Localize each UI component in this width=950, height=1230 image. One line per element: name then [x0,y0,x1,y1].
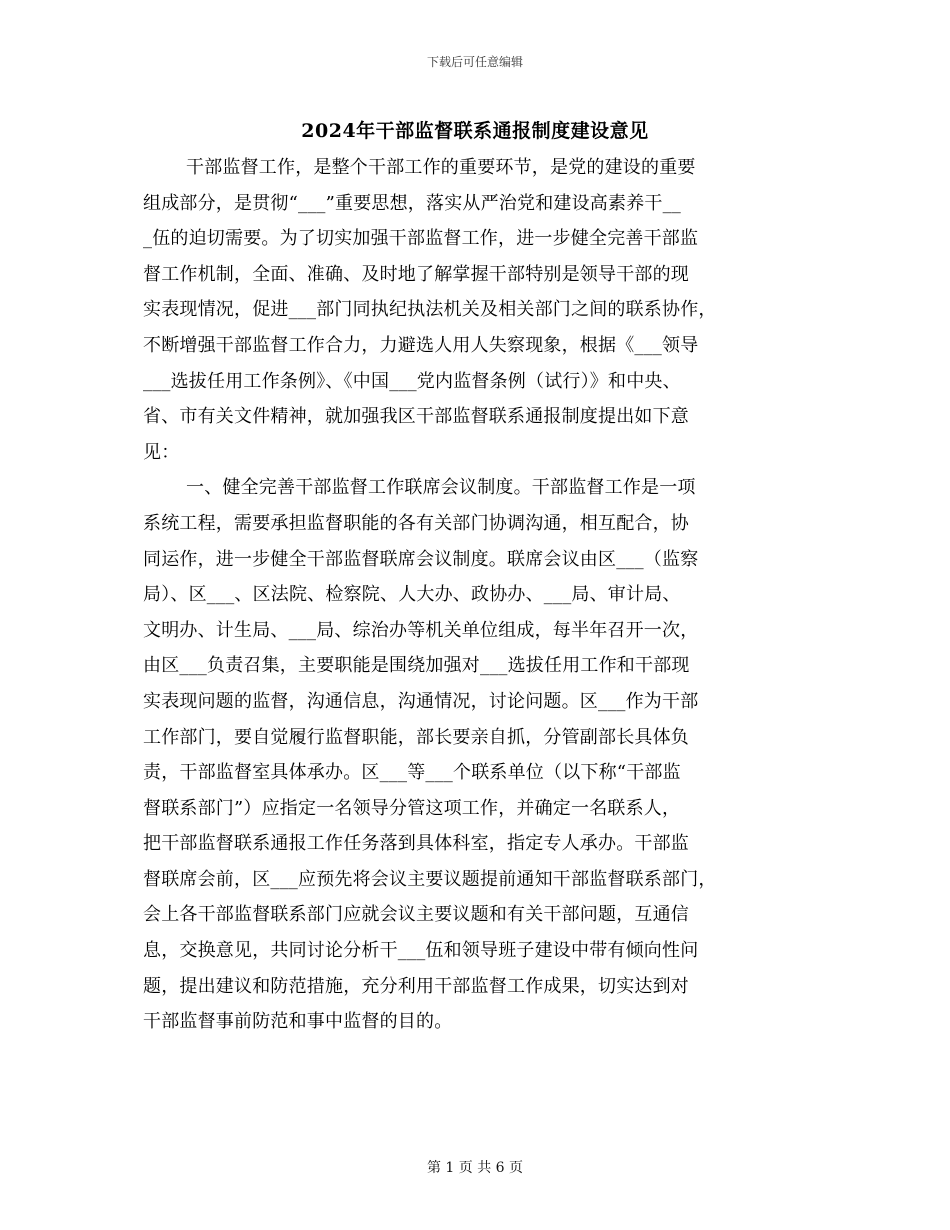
body-line: 由区___负责召集，主要职能是围绕加强对___选拔任用工作和干部现 [143,655,690,677]
document-title: 2024年干部监督联系通报制度建设意见 [301,120,649,142]
body-line: 实表现情况，促进___部门同执纪执法机关及相关部门之间的联系协作， [143,299,717,321]
body-line: 工作部门，要自觉履行监督职能，部长要亲自抓，分管副部长具体负 [143,726,689,748]
body-line: 责，干部监督室具体承办。区___等___个联系单位（以下称“干部监 [143,762,681,784]
body-line: 系统工程，需要承担监督职能的各有关部门协调沟通，相互配合，协 [143,512,689,534]
body-line: ___选拔任用工作条例》、《中国___党内监督条例（试行）》和中央、 [143,370,681,392]
body-line: 督工作机制，全面、准确、及时地了解掌握干部特别是领导干部的现 [143,263,689,285]
body-line: _伍的迫切需要。为了切实加强干部监督工作，进一步健全完善干部监 [143,228,699,250]
body-line: 息，交换意见，共同讨论分析干___伍和领导班子建设中带有倾向性问 [143,940,699,962]
body-line: 实表现问题的监督，沟通信息，沟通情况，讨论问题。区___作为干部 [143,690,699,712]
body-line: 干部监督事前防范和事中监督的目的。 [143,1011,453,1033]
body-line: 文明办、计生局、___局、综治办等机关单位组成，每半年召开一次， [143,619,699,641]
body-line: 省、市有关文件精神，就加强我区干部监督联系通报制度提出如下意 [143,406,689,428]
body-line: 同运作，进一步健全干部监督联席会议制度。联席会议由区___（监察 [143,548,699,570]
body-line: 局）、区___、区法院、检察院、人大办、政协办、___局、审计局、 [143,584,681,606]
body-line: 督联系部门”）应指定一名领导分管这项工作，并确定一名联系人， [143,797,681,819]
document-body [143,150,813,1040]
body-line: 把干部监督联系通报工作任务落到具体科室，指定专人承办。干部监 [143,833,689,855]
page-number: 第 1 页 共 6 页 [426,1160,524,1176]
body-line: 一、健全完善干部监督工作联席会议制度。干部监督工作是一项 [186,477,696,499]
body-line: 干部监督工作，是整个干部工作的重要环节，是党的建设的重要 [186,157,696,178]
body-line: 会上各干部监督联系部门应就会议主要议题和有关干部问题，互通信 [143,904,689,926]
body-line: 不断增强干部监督工作合力，力避选人用人失察现象，根据《___领导 [143,334,699,356]
body-line: 组成部分，是贯彻“___”重要思想，落实从严治党和建设高素养干__ [143,192,682,214]
body-line: 督联席会前，区___应预先将会议主要议题提前通知干部监督联系部门， [143,868,717,890]
body-line: 题，提出建议和防范措施，充分利用干部监督工作成果，切实达到对 [143,975,689,997]
page-header-note: 下载后可任意编辑 [426,55,523,69]
body-line: 见： [143,441,180,463]
